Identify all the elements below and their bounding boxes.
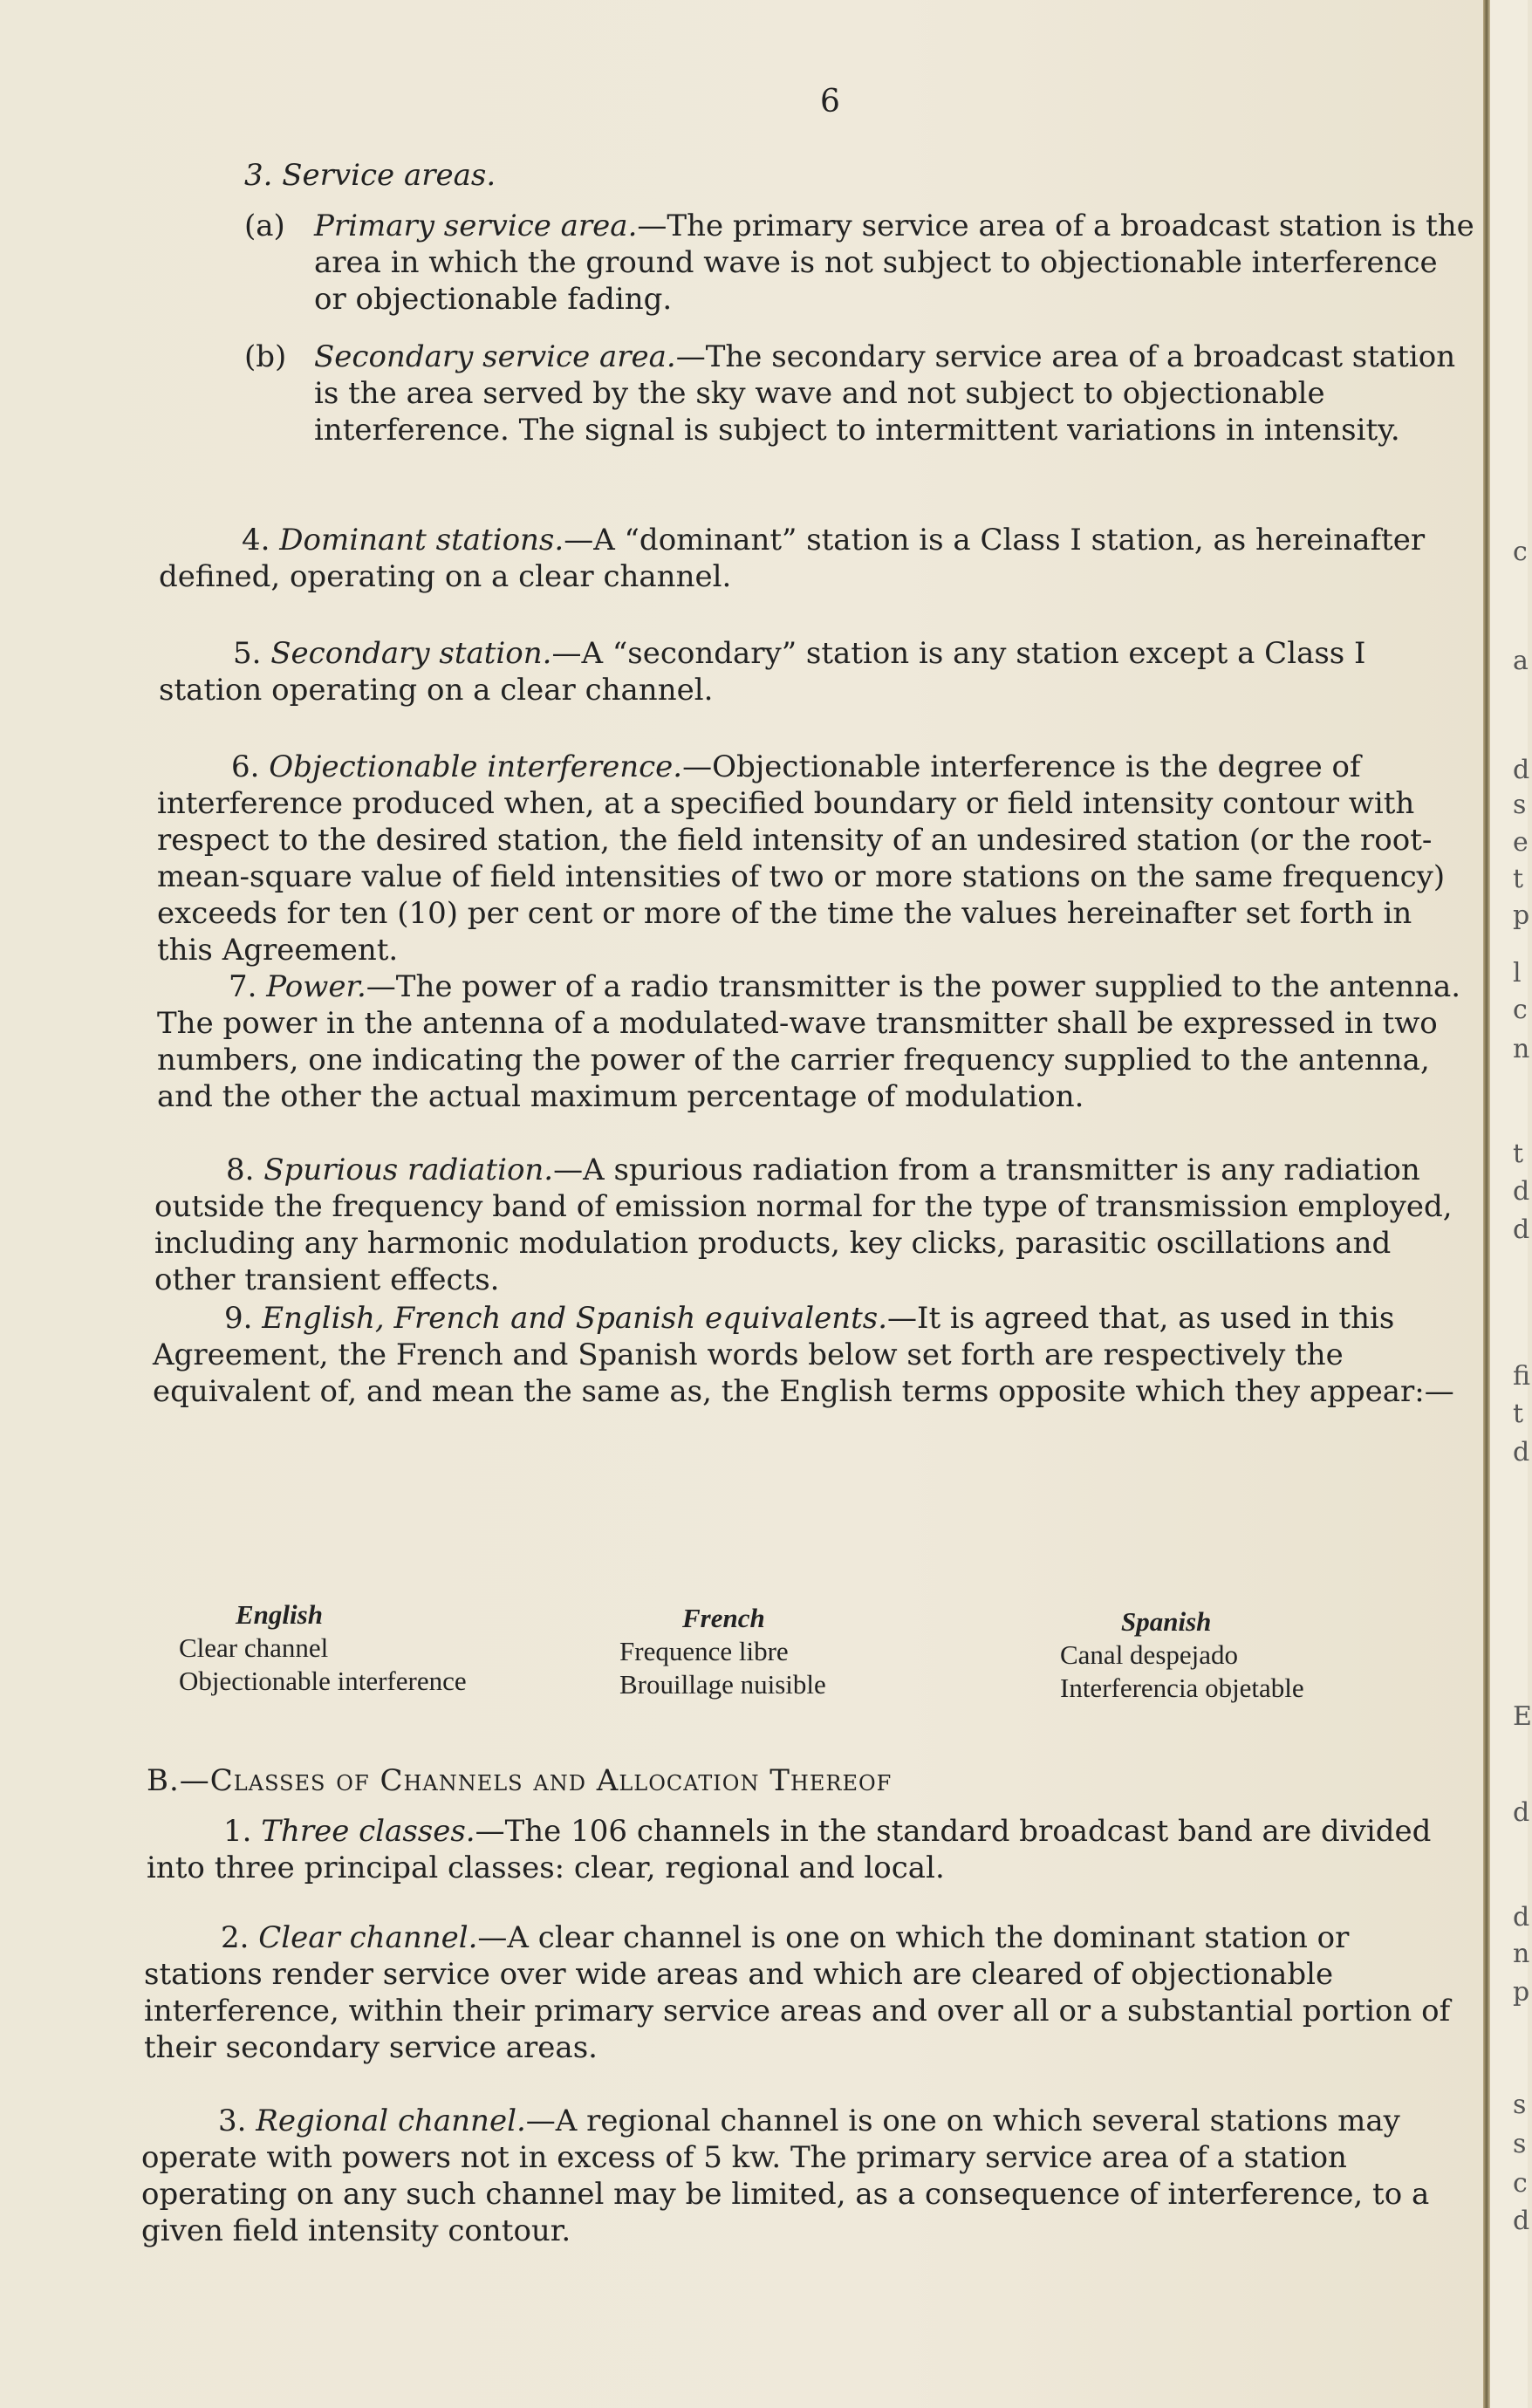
facing-letter: c xyxy=(1513,537,1528,567)
para-num: 1. xyxy=(223,1814,252,1849)
facing-letter: l xyxy=(1513,958,1522,989)
facing-letter: c xyxy=(1513,995,1528,1025)
definition: —A spurious radiation from a transmitter is any radiation outside the frequency band of emission normal for the type of transmission employed, including any harmonic modulation products, key clicks, parasitic oscillations and other transient effects. xyxy=(154,1153,1453,1297)
facing-letter: c xyxy=(1513,2168,1528,2199)
para-num: 7. xyxy=(229,969,257,1004)
section-3a xyxy=(244,208,1474,318)
definition: —The 106 channels in the standard broadcast band are divided into three principal classes: clear, regional and local. xyxy=(147,1814,1432,1885)
section-b-paragraph-1 xyxy=(147,1813,1474,1886)
paragraph-9 xyxy=(153,1300,1474,1410)
section-3-title: 3. Service areas. xyxy=(244,158,496,193)
section-b-paragraph-3 xyxy=(141,2103,1474,2249)
table-cell: Canal despejado xyxy=(1060,1639,1239,1670)
term: Objectionable interference. xyxy=(269,749,683,784)
paragraph-5 xyxy=(159,635,1474,708)
definition: —It is agreed that, as used in this Agreement, the French and Spanish words below set forth are respectively the equivalent of, and mean the same as, the English terms opposite which they appear:— xyxy=(153,1301,1454,1409)
term: Spurious radiation. xyxy=(263,1153,554,1187)
facing-letter: t xyxy=(1513,1399,1524,1429)
para-num: 2. xyxy=(221,1920,250,1955)
section-b-heading: B.—Classes of Channels and Allocation Thereof xyxy=(147,1763,893,1798)
facing-letter: a xyxy=(1513,646,1529,676)
facing-letter: d xyxy=(1513,1437,1530,1467)
facing-page-edge xyxy=(1490,0,1532,2408)
section-b-paragraph-2 xyxy=(144,1919,1474,2066)
equiv-column-spanish xyxy=(1060,1605,1444,1705)
facing-letter: p xyxy=(1513,1977,1530,2008)
term: English, French and Spanish equivalents. xyxy=(262,1301,888,1336)
facing-letter: d xyxy=(1513,1214,1530,1245)
column-header: French xyxy=(682,1603,765,1633)
term: Clear channel. xyxy=(258,1920,478,1955)
table-cell: Brouillage nuisible xyxy=(619,1669,826,1700)
para-num: 9. xyxy=(224,1301,253,1336)
table-cell: Interferencia objetable xyxy=(1060,1673,1304,1703)
section-3b xyxy=(244,339,1474,448)
para-num: 3. xyxy=(218,2104,247,2138)
section-3-heading xyxy=(244,157,1483,194)
page-number: 6 xyxy=(820,84,840,120)
equiv-column-english xyxy=(179,1598,580,1698)
item-label: (b) xyxy=(244,339,287,374)
facing-letter: e xyxy=(1513,827,1529,858)
para-num: 5. xyxy=(233,636,262,671)
definition: —Objectionable interference is the degree of interference produced when, at a specified boundary or field intensity contour with respect to the desired station, the field intensity of an undesired station (or the root-mean-square value of field intensities of two or more stations on the same frequency) exceeds for ten (10) per cent or more of the time the values hereinafter set forth in this Agreement. xyxy=(157,749,1446,968)
term: Dominant stations. xyxy=(279,523,564,558)
definition: —A clear channel is one on which the dominant station or stations render service over wide areas and which are cleared of objectionable interference, within their primary service areas and over all or a substantial portion of their secondary service areas. xyxy=(144,1920,1451,2065)
term: Power. xyxy=(266,969,366,1004)
facing-letter: s xyxy=(1513,2129,1527,2159)
facing-letter: d xyxy=(1513,755,1530,785)
term: Secondary service area. xyxy=(314,339,676,374)
definition: —The power of a radio transmitter is the power supplied to the antenna. The power in the antenna of a modulated-wave transmitter shall be expressed in two numbers, one indicating the power of the carrier frequency supplied to the antenna, and the other the actual maximum percentage of modulation. xyxy=(157,969,1461,1114)
column-header: English xyxy=(236,1599,323,1630)
facing-letter: n xyxy=(1513,1939,1530,1969)
facing-letter: d xyxy=(1513,1797,1530,1828)
definition: —The primary service area of a broadcast station is the area in which the ground wave is not subject to objectionable interference or objectionable fading. xyxy=(314,209,1474,317)
facing-letter: t xyxy=(1513,864,1524,894)
definition: —A “secondary” station is any station except a Class I station operating on a clear channel. xyxy=(159,636,1366,708)
facing-letter: p xyxy=(1513,900,1530,931)
book-gutter xyxy=(1483,0,1490,2408)
facing-letter: d xyxy=(1513,2206,1530,2236)
table-cell: Clear channel xyxy=(179,1632,329,1663)
term: Secondary station. xyxy=(270,636,552,671)
equiv-column-french xyxy=(619,1602,1003,1701)
definition: —The secondary service area of a broadcast station is the area served by the sky wave and not subject to objectionable interference. The signal is subject to intermittent variations in intensity. xyxy=(314,339,1456,448)
para-num: 4. xyxy=(242,523,270,558)
paragraph-7 xyxy=(157,968,1474,1115)
paragraph-6 xyxy=(157,749,1474,968)
item-label: (a) xyxy=(244,209,285,243)
term: Primary service area. xyxy=(314,209,638,243)
facing-letter: t xyxy=(1513,1139,1524,1169)
column-header: Spanish xyxy=(1121,1606,1212,1637)
definition: —A regional channel is one on which several stations may operate with powers not in excess of 5 kw. The primary service area of a station operating on any such channel may be limited, as a consequence of interference, to a given field intensity contour. xyxy=(141,2104,1430,2248)
facing-letter: fi xyxy=(1513,1361,1531,1392)
para-num: 8. xyxy=(226,1153,255,1187)
paragraph-4 xyxy=(159,522,1474,595)
paragraph-8 xyxy=(154,1152,1474,1298)
term: Three classes. xyxy=(261,1814,475,1849)
table-cell: Frequence libre xyxy=(619,1636,789,1666)
table-cell: Objectionable interference xyxy=(179,1666,467,1696)
term: Regional channel. xyxy=(256,2104,526,2138)
definition: —A “dominant” station is a Class I station, as hereinafter defined, operating on a clear channel. xyxy=(159,523,1426,594)
para-num: 6. xyxy=(231,749,260,784)
facing-letter: d xyxy=(1513,1176,1530,1207)
facing-letter: n xyxy=(1513,1034,1530,1064)
facing-letter: E xyxy=(1513,1701,1532,1732)
facing-letter: s xyxy=(1513,2090,1527,2120)
facing-letter: d xyxy=(1513,1902,1530,1933)
facing-letter: s xyxy=(1513,790,1527,820)
